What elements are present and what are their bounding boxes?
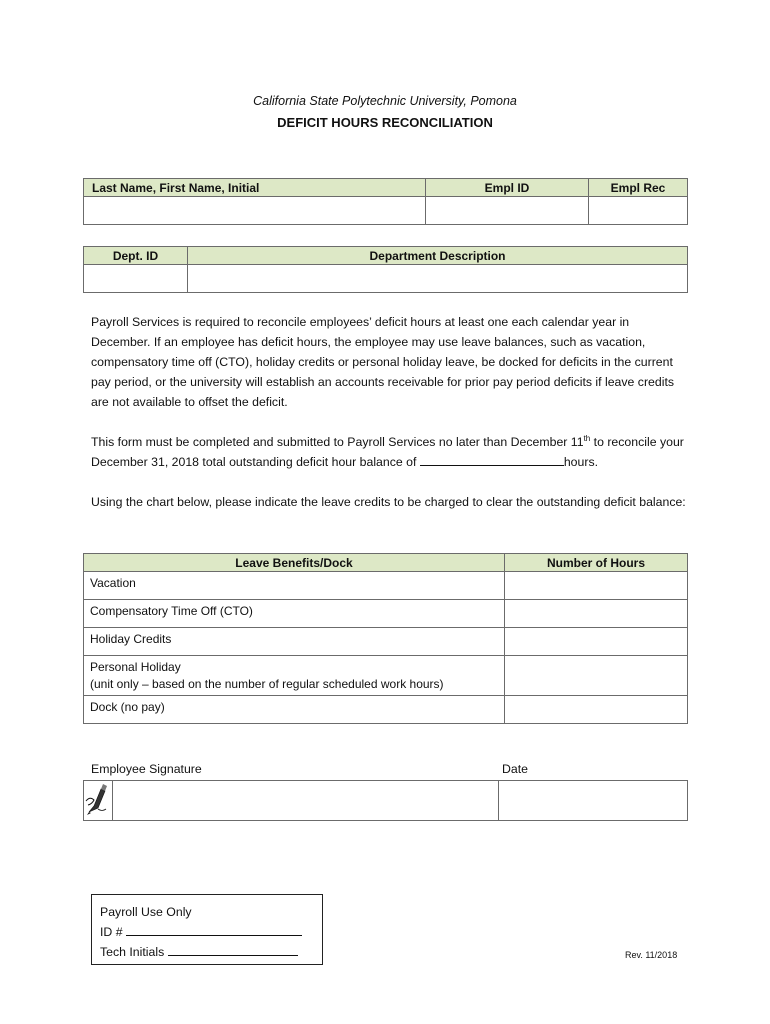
tech-initials-field[interactable] [168, 943, 298, 956]
deficit-hours-blank-field[interactable] [420, 453, 564, 466]
deadline-paragraph [91, 432, 691, 472]
dept-id-column-header: Dept. ID [84, 247, 188, 265]
dept-id-field[interactable] [84, 265, 188, 293]
table-row [84, 656, 688, 696]
payroll-use-only-title: Payroll Use Only [100, 905, 192, 919]
table-row [84, 600, 688, 628]
employee-info-table [83, 178, 688, 225]
employee-signature-label: Employee Signature [91, 762, 202, 776]
department-description-field[interactable] [188, 265, 688, 293]
leave-benefits-table [83, 553, 688, 724]
date-field[interactable] [499, 781, 688, 821]
signature-marker-cell [84, 781, 113, 821]
payroll-id-label: ID # [100, 925, 123, 939]
table-row [84, 628, 688, 656]
number-of-hours-column-header: Number of Hours [505, 554, 688, 572]
table-row [84, 696, 688, 724]
cto-hours-field[interactable] [505, 600, 688, 628]
hours-label: hours. [563, 455, 599, 469]
chart-instructions-paragraph: Using the chart below, please indicate the leave credits to be charged to clear the outstanding deficit balance: [91, 495, 686, 509]
empl-id-column-header: Empl ID [426, 179, 589, 197]
tech-initials-label: Tech Initials [100, 945, 165, 959]
signature-table [83, 780, 688, 821]
leave-row-sublabel: (unit only – based on the number of regular scheduled work hours) [90, 677, 444, 691]
leave-row-label: Dock (no pay) [84, 696, 505, 724]
department-description-column-header: Department Description [188, 247, 688, 265]
instructions-paragraph: Payroll Services is required to reconcile employees’ deficit hours at least one each calendar year in December. If an employee has deficit hours, the employee may use leave balances, such as vacation, compensatory time off (CTO), holiday credits or personal holiday leave, be docked for deficits in the current pay period, or the university will establish an accounts receivable for prior pay period deficits if leave credits are not available to offset the deficit. [91, 315, 675, 409]
payroll-id-row [100, 922, 322, 942]
revision-label: Rev. 11/2018 [625, 950, 678, 960]
date-label: Date [502, 762, 528, 776]
name-column-header: Last Name, First Name, Initial [84, 179, 426, 197]
deadline-text-continued: to reconcile your December 31, 2018 total outstanding deficit hour balance of [91, 435, 684, 469]
payroll-id-field[interactable] [126, 923, 302, 936]
table-row [84, 572, 688, 600]
leave-row-label-multiline [84, 656, 505, 696]
leave-benefits-column-header: Leave Benefits/Dock [84, 554, 505, 572]
tech-initials-row [100, 942, 322, 962]
deadline-text: This form must be completed and submitted to Payroll Services no later than December 11 [91, 435, 584, 449]
payroll-use-only-box [91, 894, 323, 965]
personal-holiday-hours-field[interactable] [505, 656, 688, 696]
leave-row-label: Holiday Credits [84, 628, 505, 656]
holiday-credits-hours-field[interactable] [505, 628, 688, 656]
form-title: DEFICIT HOURS RECONCILIATION [277, 115, 493, 130]
deadline-superscript: th [583, 433, 591, 443]
sign-here-pen-icon [84, 781, 111, 817]
department-table [83, 246, 688, 293]
name-field[interactable] [84, 197, 426, 225]
employee-signature-field[interactable] [113, 781, 499, 821]
leave-row-label: Compensatory Time Off (CTO) [84, 600, 505, 628]
empl-rec-field[interactable] [589, 197, 688, 225]
leave-row-label: Vacation [84, 572, 505, 600]
empl-id-field[interactable] [426, 197, 589, 225]
dock-hours-field[interactable] [505, 696, 688, 724]
empl-rec-column-header: Empl Rec [589, 179, 688, 197]
leave-row-label: Personal Holiday [90, 660, 181, 674]
university-name: California State Polytechnic University, Pomona [253, 94, 517, 108]
vacation-hours-field[interactable] [505, 572, 688, 600]
